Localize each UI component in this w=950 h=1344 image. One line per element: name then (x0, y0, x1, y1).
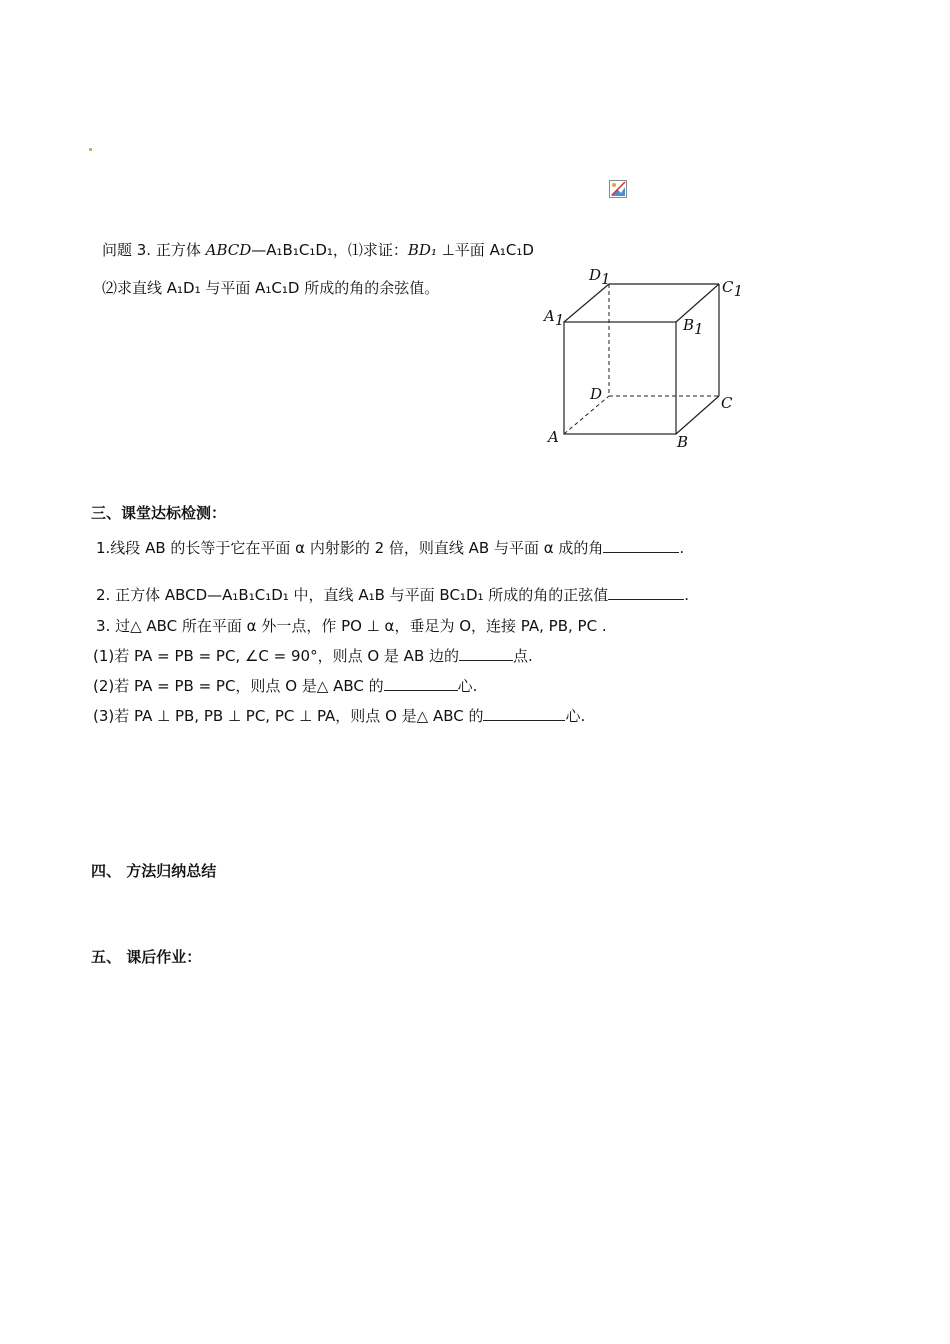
answer-blank-3-3 (483, 706, 565, 721)
question-1 (96, 538, 684, 558)
label-b: B (677, 433, 689, 451)
problem3-prefix: 问题 3. 正方体 (102, 241, 206, 259)
broken-image-icon (609, 180, 627, 198)
question-3-1-text: (1)若 PA = PB = PC, ∠C = 90°，则点 O 是 AB 边的 (93, 647, 460, 665)
edge-a-d-hidden (564, 396, 609, 434)
label-a: A (548, 428, 559, 446)
question-2 (96, 585, 689, 605)
problem3-cube-name: ABCD (205, 241, 252, 259)
edge-b-c (676, 396, 719, 434)
answer-blank-2 (608, 585, 684, 600)
label-b1: B1 (683, 316, 704, 338)
label-c1: C1 (722, 278, 744, 300)
section3-heading: 三、课堂达标检测： (91, 504, 227, 522)
question-3-2-text: (2)若 PA = PB = PC，则点 O 是△ ABC 的 (93, 677, 384, 695)
label-d1: D1 (589, 266, 611, 288)
section4-heading: 四、 方法归纳总结 (91, 862, 217, 880)
edge-a1-d1 (564, 284, 609, 322)
problem3-line1 (102, 240, 534, 260)
question-1-text: 1.线段 AB 的长等于它在平面 α 内射影的 2 倍，则直线 AB 与平面 α 成的角 (96, 539, 604, 557)
question-3-1-end: 点. (513, 647, 533, 665)
cube-figure (535, 258, 750, 458)
question-3-2 (93, 676, 477, 696)
question-3-3-end: 心. (565, 707, 586, 725)
question-2-end: . (684, 586, 690, 604)
label-a1: A1 (544, 307, 565, 329)
front-face (564, 322, 676, 434)
problem3-bd1: BD₁ (407, 241, 437, 259)
problem3-mid: —A₁B₁C₁D₁，⑴求证： (251, 241, 408, 259)
decorative-dot (89, 148, 92, 151)
question-3: 3. 过△ ABC 所在平面 α 外一点，作 PO ⊥ α，垂足为 O，连接 PA, PB, PC . (96, 617, 607, 635)
question-3-3 (93, 706, 585, 726)
question-3-3-text: (3)若 PA ⊥ PB, PB ⊥ PC, PC ⊥ PA，则点 O 是△ ABC 的 (93, 707, 484, 725)
problem3-suffix: ⊥平面 A₁C₁D (436, 241, 534, 259)
question-3-1 (93, 646, 533, 666)
problem3-line2: ⑵求直线 A₁D₁ 与平面 A₁C₁D 所成的角的余弦值。 (102, 279, 440, 297)
label-d: D (590, 385, 603, 403)
section5-heading: 五、 课后作业： (91, 948, 202, 966)
question-3-2-end: 心. (457, 677, 478, 695)
question-1-end: . (679, 539, 685, 557)
answer-blank-3-2 (384, 676, 458, 691)
answer-blank-3-1 (459, 646, 513, 661)
label-c: C (721, 394, 733, 412)
answer-blank-1 (603, 538, 679, 553)
question-2-text: 2. 正方体 ABCD—A₁B₁C₁D₁ 中，直线 A₁B 与平面 BC₁D₁ 所成的角的正弦值 (96, 586, 609, 604)
